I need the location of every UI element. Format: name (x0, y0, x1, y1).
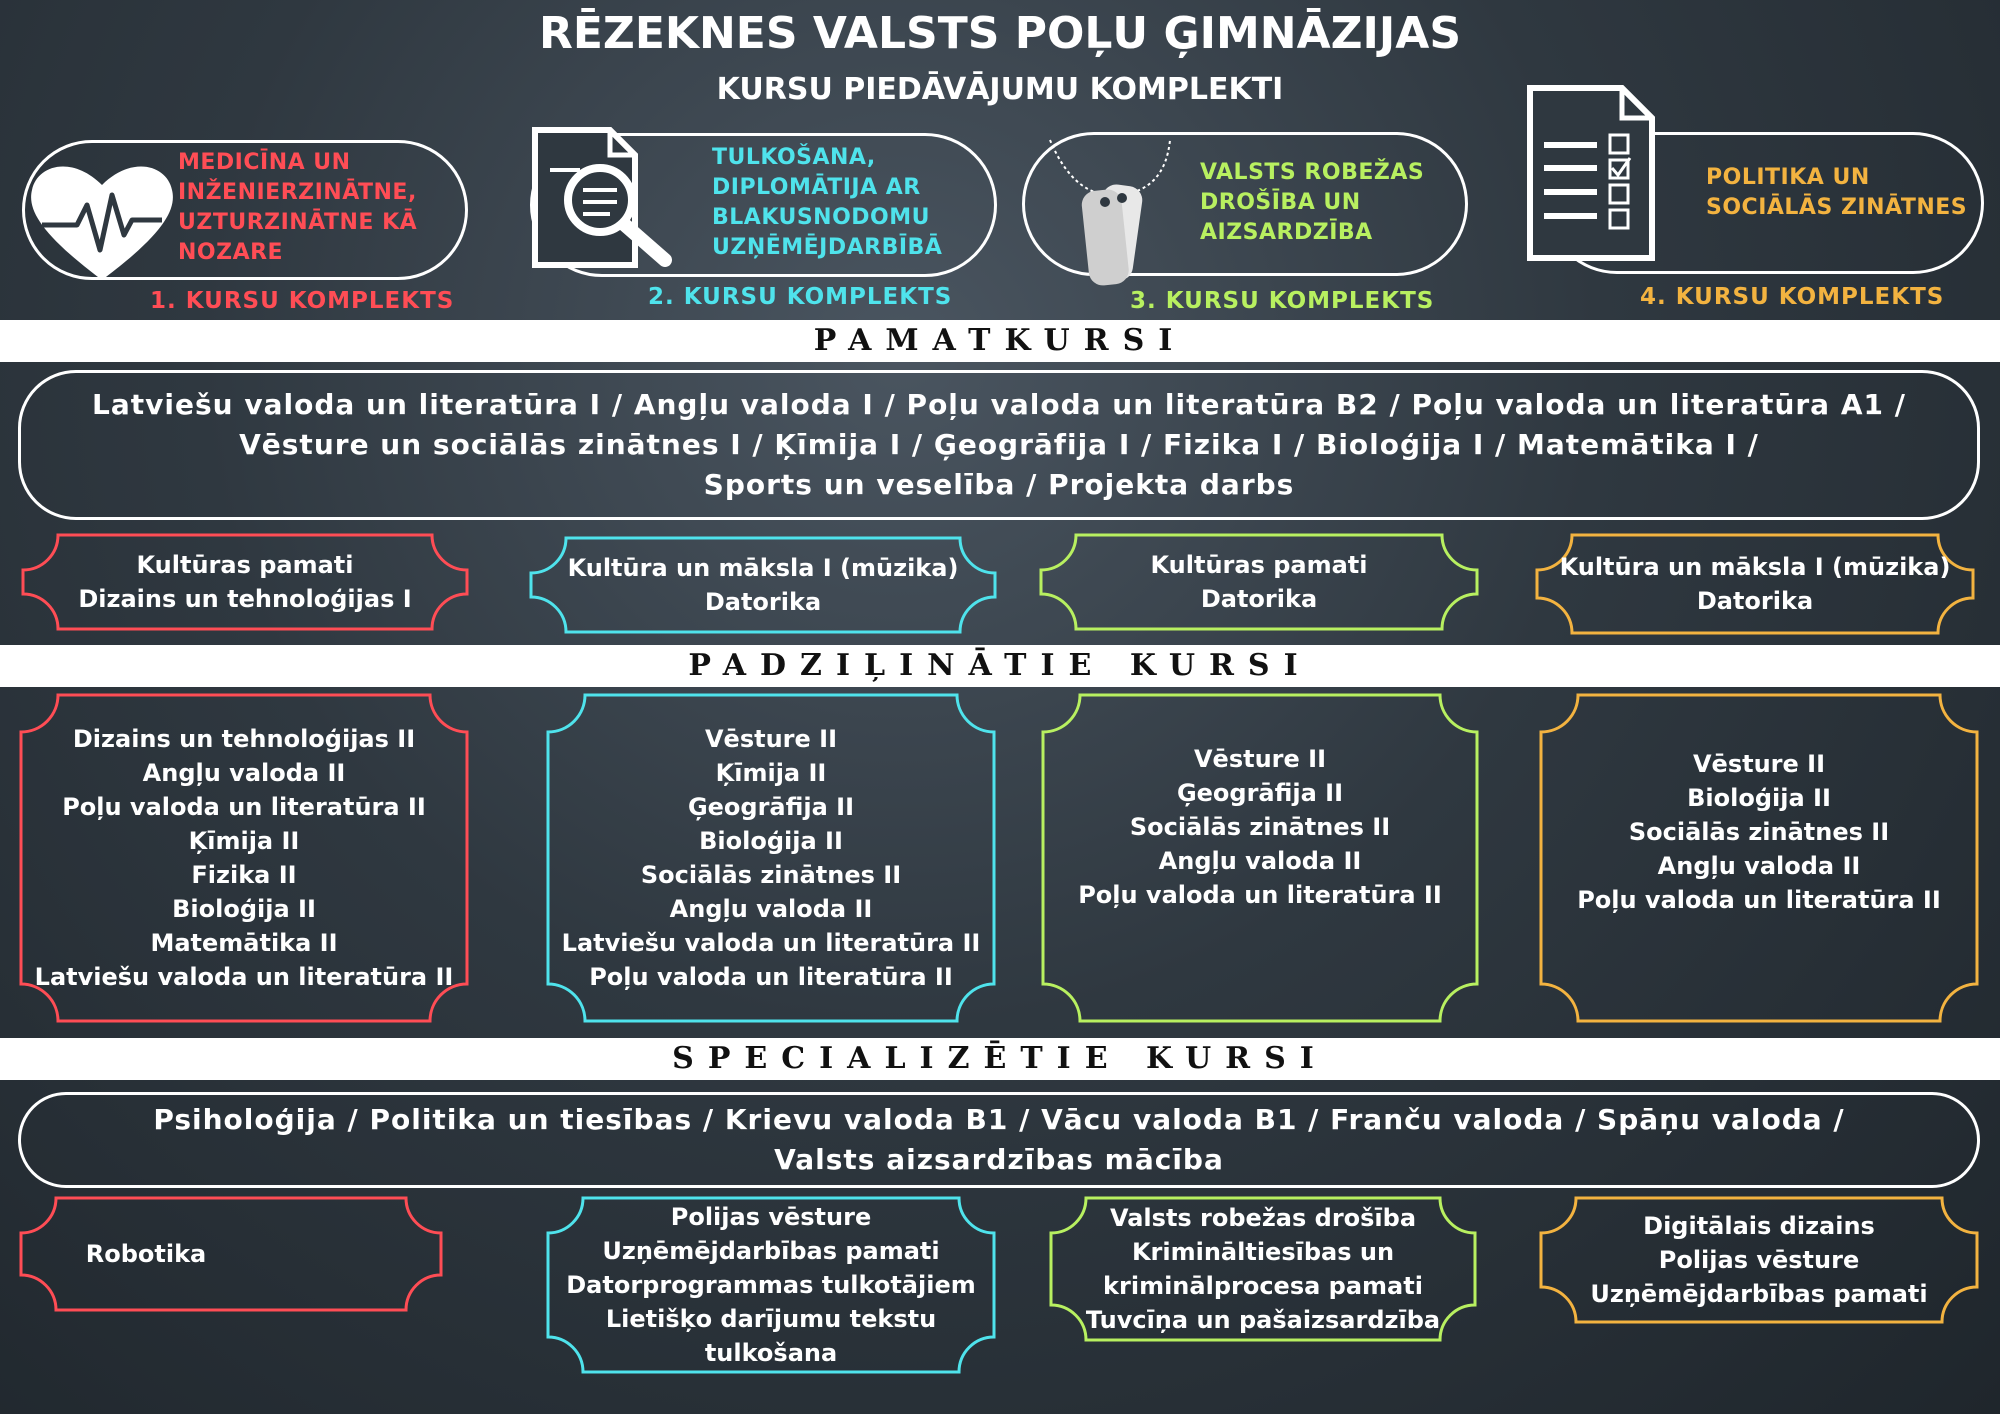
course-item: Vēsture II (1193, 745, 1327, 773)
course-item: Tuvcīņa un pašaizsardzība (1085, 1306, 1441, 1334)
kit-4-label: 4. KURSU KOMPLEKTS (1640, 284, 1945, 310)
course-item: Poļu valoda un literatūra II (1577, 886, 1941, 914)
course-item: Krimināltiesības un (1131, 1238, 1395, 1266)
course-item: Datorprogrammas tulkotājiem (566, 1271, 976, 1299)
course-item: Bioloģija II (1687, 784, 1831, 812)
course-item: Sociālās zinātnes II (640, 861, 902, 889)
padzilinatie-kit-3-box (1040, 692, 1480, 1024)
specializetie-kit-2-box (545, 1195, 997, 1375)
kit-3-name: VALSTS ROBEŽAS DROŠĪBA UN AIZSARDZĪBA (1200, 160, 1425, 245)
pamatkursi-line-3: Sports un veselība / Projekta darbs (703, 468, 1295, 501)
course-item: Ķīmija II (715, 759, 827, 787)
course-item: Angļu valoda II (669, 895, 873, 923)
section-heading-padzilinatie: PADZIĻINĀTIE KURSI (0, 645, 2000, 687)
course-item: Matemātika II (150, 929, 338, 957)
course-item: Uzņēmējdarbības pamati (602, 1237, 940, 1265)
course-item: Latviešu valoda un literatūra II (561, 929, 981, 957)
course-item: Kultūras pamati (136, 551, 354, 579)
pamatkursi-common-pill (18, 370, 1980, 520)
course-item: Bioloģija II (172, 895, 316, 923)
course-item: Digitālais dizains (1643, 1212, 1875, 1240)
course-item: Dizains un tehnoloģijas I (78, 585, 412, 613)
course-item: Polijas vēsture (670, 1203, 872, 1231)
kit-2-label: 2. KURSU KOMPLEKTS (648, 284, 953, 310)
kit-2-name: TULKOŠANA, DIPLOMĀTIJA AR BLAKUSNODOMU UZŅĒMĒJDARBĪBĀ (712, 145, 943, 260)
specializetie-kit-1-box (18, 1195, 444, 1313)
course-item: Poļu valoda un literatūra II (62, 793, 426, 821)
course-item: Lietišķo darījumu tekstu (605, 1305, 937, 1333)
course-item: Ģeogrāfija II (1176, 779, 1344, 807)
specializetie-common-pill (18, 1092, 1980, 1188)
course-item: Angļu valoda II (1657, 852, 1861, 880)
course-item: Kultūra un māksla I (mūzika) (1559, 553, 1951, 581)
padzilinatie-kit-4-box (1538, 692, 1980, 1024)
course-item: Bioloģija II (699, 827, 843, 855)
course-item: Datorika (1696, 587, 1814, 615)
course-item: Valsts robežas drošība (1109, 1204, 1417, 1232)
kit-3-label: 3. KURSU KOMPLEKTS (1130, 288, 1435, 314)
course-item: Datorika (704, 588, 822, 616)
padzilinatie-kit-1-box (18, 692, 470, 1024)
course-item: Angļu valoda II (1158, 847, 1362, 875)
course-item: tulkošana (704, 1339, 838, 1367)
course-item: Ģeogrāfija II (687, 793, 855, 821)
pamatkursi-line-1: Latviešu valoda un literatūra I / Angļu valoda I / Poļu valoda un literatūra B2 / Poļu valoda un literatūra A1 / (92, 388, 1906, 421)
course-item: Uzņēmējdarbības pamati (1590, 1280, 1928, 1308)
course-item: Sociālās zinātnes II (1129, 813, 1391, 841)
specializetie-kit-3-box (1048, 1195, 1478, 1343)
pamatkursi-line-2: Vēsture un sociālās zinātnes I / Ķīmija I / Ģeogrāfija I / Fizika I / Bioloģija I / Matemātika I / (239, 428, 1759, 461)
pamatkursi-kit-4-box (1534, 532, 1976, 636)
course-item: Poļu valoda un literatūra II (589, 963, 953, 991)
course-item: Robotika (85, 1240, 207, 1268)
course-item: Angļu valoda II (142, 759, 346, 787)
course-item: Ķīmija II (188, 827, 300, 855)
course-item: Datorika (1200, 585, 1318, 613)
kit-4-name: POLITIKA UN SOCIĀLĀS ZINĀTNES (1706, 165, 1968, 220)
course-item: Vēsture II (1692, 750, 1826, 778)
checklist-icon (1522, 80, 1662, 265)
course-item: Vēsture II (704, 725, 838, 753)
kit-1-label: 1. KURSU KOMPLEKTS (150, 288, 455, 314)
document-magnifier-icon (525, 125, 680, 275)
course-item: Sociālās zinātnes II (1628, 818, 1890, 846)
pamatkursi-kit-1-box (20, 532, 470, 632)
pamatkursi-kit-3-box (1038, 532, 1480, 632)
section-heading-specializetie: SPECIALIZĒTIE KURSI (0, 1038, 2000, 1080)
specializetie-kit-4-box (1538, 1195, 1980, 1325)
specializetie-line-2: Valsts aizsardzības mācība (774, 1143, 1224, 1176)
kit-1-name: MEDICĪNA UN INŽENIERZINĀTNE, UZTURZINĀTNE KĀ NOZARE (178, 150, 418, 265)
course-item: Latviešu valoda un literatūra II (34, 963, 454, 991)
course-item: Kultūras pamati (1150, 551, 1368, 579)
page-subtitle: KURSU PIEDĀVĀJUMU KOMPLEKTI (716, 72, 1284, 107)
page-title: RĒZEKNES VALSTS POĻU ĢIMNĀZIJAS (538, 8, 1462, 59)
course-item: Poļu valoda un literatūra II (1078, 881, 1442, 909)
course-item: Kultūra un māksla I (mūzika) (567, 554, 959, 582)
dog-tags-icon (1040, 130, 1180, 290)
section-heading-pamatkursi: PAMATKURSI (0, 320, 2000, 362)
course-item: Dizains un tehnoloģijas II (72, 725, 416, 753)
course-item: Polijas vēsture (1658, 1246, 1860, 1274)
heart-pulse-icon (22, 150, 182, 290)
course-item: kriminālprocesa pamati (1103, 1272, 1423, 1300)
pamatkursi-kit-2-box (528, 535, 998, 635)
course-item: Fizika II (191, 861, 297, 889)
specializetie-line-1: Psiholoģija / Politika un tiesības / Krievu valoda B1 / Vācu valoda B1 / Franču valoda / Spāņu valoda / (153, 1103, 1845, 1136)
padzilinatie-kit-2-box (545, 692, 997, 1024)
